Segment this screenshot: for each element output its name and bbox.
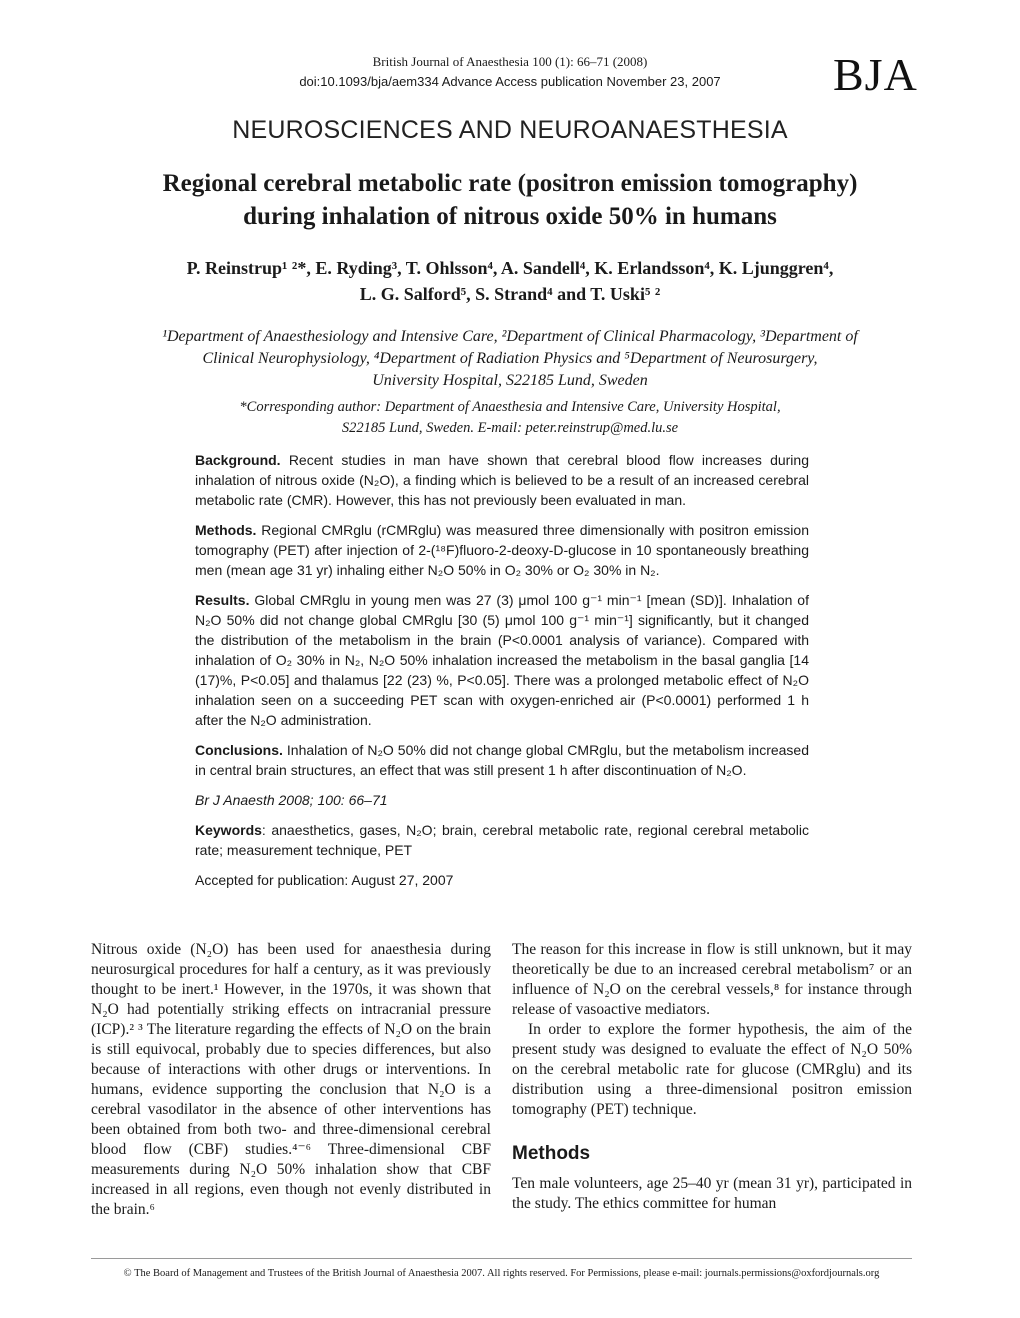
background-label: Background. (195, 452, 281, 468)
abstract-citation: Br J Anaesth 2008; 100: 66–71 (195, 792, 388, 808)
methods-text: Regional CMRglu (rCMRglu) was measured three dimensionally with positron emission tomography (PET) after injection of 2-(¹⁸F)fluoro-2-deoxy-D-glucose in 10 spontaneously breathing men (mean age 31 yr) inhaling either N₂O 50% in O₂ 30% or O₂ 30% in N₂. (195, 522, 809, 578)
intro-paragraph-3: In order to explore the former hypothesis, the aim of the present study was designed to evaluate the effect of N₂O 50% on the cerebral metabolic rate for glucose (CMRglu) and its distribution using a three-dimensional positron emission tomography (PET) technique. (512, 1021, 912, 1118)
author-line-2: L. G. Salford⁵, S. Strand⁴ and T. Uski⁵ ² (359, 284, 661, 304)
abstract-results (195, 590, 809, 730)
bja-logo: BJA (833, 49, 918, 100)
paper-title-line-2: during inhalation of nitrous oxide 50% in humans (243, 203, 777, 230)
copyright-footer: © The Board of Management and Trustees of the British Journal of Anaesthesia 2007. All rights reserved. For Permissions, please e-mail: journals.permissions@oxfordjournals.org (123, 1268, 880, 1279)
conclusions-label: Conclusions. (195, 742, 283, 758)
keywords-text: : anaesthetics, gases, N₂O; brain, cerebral metabolic rate, regional cerebral metabolic rate; measurement technique, PET (195, 822, 809, 858)
methods-heading: Methods (512, 1143, 591, 1164)
intro-paragraph-2: The reason for this increase in flow is still unknown, but it may theoretically be due to an increased cerebral metabolism⁷ or an influence of N₂O on the cerebral vessels,⁸ for instance through release of vasoactive mediators. (512, 941, 912, 1018)
author-line-1: P. Reinstrup¹ ²*, E. Ryding³, T. Ohlsson⁴, A. Sandell⁴, K. Erlandsson⁴, K. Ljunggren⁴, (186, 258, 834, 278)
methods-label: Methods. (195, 522, 257, 538)
accepted-date: Accepted for publication: August 27, 2007 (195, 872, 454, 888)
abstract-conclusions (195, 740, 809, 780)
keywords-label: Keywords (195, 822, 262, 838)
footer-divider (91, 1258, 912, 1259)
affiliation-line-1: ¹Department of Anaesthesiology and Intensive Care, ²Department of Clinical Pharmacology, ³Department of (162, 328, 858, 345)
affiliations (90, 326, 930, 392)
background-text: Recent studies in man have shown that cerebral blood flow increases during inhalation of nitrous oxide (N₂O), a finding which is believed to be a result of an increased cerebral metabolic rate (CMR). However, this has not previously been evaluated in man. (195, 452, 809, 508)
abstract-keywords (195, 820, 809, 860)
conclusions-text: Inhalation of N₂O 50% did not change global CMRglu, but the metabolism increased in central brain structures, an effect that was still present 1 h after discontinuation of N₂O. (195, 742, 809, 778)
author-list (90, 255, 930, 307)
methods-paragraph: Ten male volunteers, age 25–40 yr (mean 31 yr), participated in the study. The ethics committee for human (512, 1175, 912, 1212)
affiliation-line-3: University Hospital, S22185 Lund, Sweden (372, 372, 648, 389)
corresponding-line-1: *Corresponding author: Department of Anaesthesia and Intensive Care, University Hospital, (239, 399, 781, 415)
abstract (195, 450, 809, 900)
results-label: Results. (195, 592, 250, 608)
doi-line: doi:10.1093/bja/aem334 Advance Access publication November 23, 2007 (299, 74, 721, 89)
body-column-left (91, 940, 491, 1220)
abstract-background (195, 450, 809, 510)
journal-citation-line: British Journal of Anaesthesia 100 (1): 66–71 (2008) (372, 54, 648, 69)
paper-title-line-1: Regional cerebral metabolic rate (positron emission tomography) (162, 170, 858, 197)
results-text: Global CMRglu in young men was 27 (3) μmol 100 g⁻¹ min⁻¹ [mean (SD)]. Inhalation of N₂O 50% did not change global CMRglu [30 (5) μmol 100 g⁻¹ min⁻¹] significantly, but it changed the distribution of the metabolism in the brain (P<0.0001 analysis of variance). Compared with inhalation of O₂ 30% in N₂, N₂O 50% inhalation increased the metabolism in the basal ganglia [14 (17)%, P<0.05] and thalamus [22 (23) %, P<0.05]. There was a prolonged metabolic effect of N₂O inhalation seen on a succeeding PET scan with oxygen-enriched air (P<0.0001) performed 1 h after the N₂O administration. (195, 592, 809, 728)
section-title: NEUROSCIENCES AND NEUROANAESTHESIA (232, 116, 788, 144)
corresponding-line-2: S22185 Lund, Sweden. E-mail: peter.reinstrup@med.lu.se (341, 420, 679, 436)
body-column-right (512, 940, 912, 1214)
paper-title (70, 167, 950, 233)
corresponding-author (150, 397, 870, 439)
affiliation-line-2: Clinical Neurophysiology, ⁴Department of Radiation Physics and ⁵Department of Neurosurgery, (202, 350, 818, 367)
intro-paragraph-1: Nitrous oxide (N₂O) has been used for anaesthesia during neurosurgical procedures for half a century, as it was previously thought to be inert.¹ However, in the 1970s, it was shown that N₂O had potentially striking effects on intracranial pressure (ICP).² ³ The literature regarding the effects of N₂O on the brain is still equivocal, probably due to species differences, but also because of interactions with other drugs or interventions. In humans, evidence supporting the conclusion that N₂O is a cerebral vasodilator in the absence of other interventions has been obtained from both two- and three-dimensional cerebral blood flow (CBF) studies.⁴⁻⁶ Three-dimensional CBF measurements during N₂O 50% inhalation show that CBF increased in all regions, even though not evenly distributed in the brain.⁶ (91, 941, 491, 1218)
abstract-methods (195, 520, 809, 580)
